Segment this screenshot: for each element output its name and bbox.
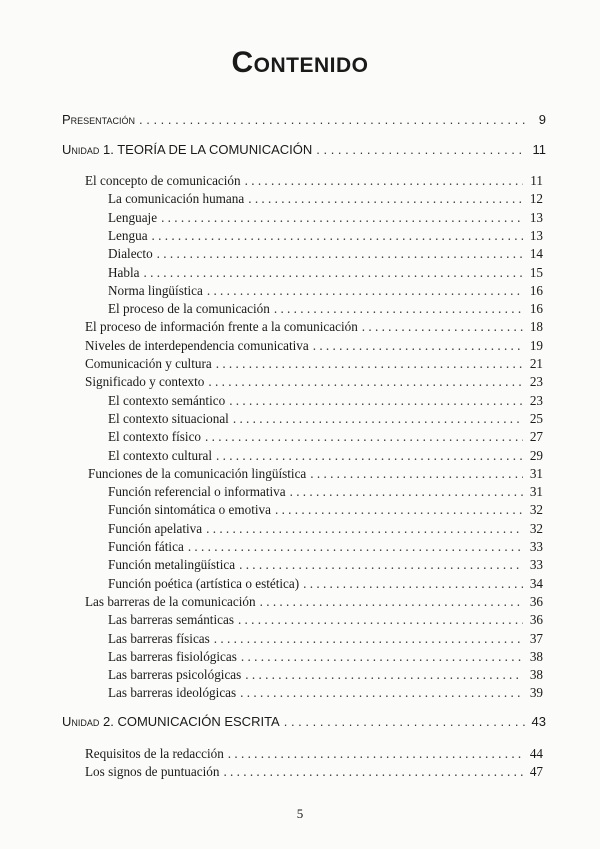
toc-entry-label: Función sintomática o emotiva (108, 502, 271, 518)
toc-entry-page: 33 (529, 539, 543, 554)
toc-entry[interactable] (108, 575, 543, 593)
leader-dots (290, 483, 523, 501)
toc-entry-label: Las barreras de la comunicación (85, 593, 256, 609)
leader-dots (216, 447, 523, 465)
leader-dots (303, 575, 523, 593)
toc-entry[interactable] (85, 763, 543, 781)
toc-entry-label: Función fática (108, 539, 184, 554)
toc-entry-label: El proceso de información frente a la comunicación (85, 319, 358, 335)
leader-dots (274, 300, 523, 318)
unit-prefix: Unidad (62, 714, 100, 729)
leader-dots (188, 538, 523, 556)
page-number: 5 (296, 806, 304, 821)
toc-entry[interactable] (108, 556, 543, 574)
toc-entry[interactable] (108, 392, 543, 410)
toc-entry-label: Función referencial o informativa (108, 484, 286, 500)
toc-entry[interactable] (108, 648, 543, 666)
toc-entry-label: Las barreras psicológicas (108, 667, 242, 683)
toc-entry-label: El concepto de comunicación (85, 173, 241, 188)
toc-entry-label: El proceso de la comunicación (108, 301, 270, 317)
leader-dots (228, 745, 523, 763)
leader-dots (216, 355, 523, 373)
leader-dots (310, 465, 523, 483)
leader-dots (238, 611, 523, 629)
toc-entry-label: Las barreras semánticas (108, 612, 234, 628)
toc-entry-label: Niveles de interdependencia comunicativa (85, 337, 309, 353)
toc-entry-label: La comunicación humana (108, 191, 245, 207)
toc-entry-page: 16 (529, 301, 543, 317)
toc-entry-page: 38 (529, 667, 543, 683)
toc-entry-page: 34 (529, 575, 543, 591)
toc-entry-page: 13 (529, 227, 543, 243)
leader-dots (207, 282, 523, 300)
toc-entry-label: Función poética (artística o estética) (108, 575, 300, 591)
toc-entry-page: 33 (529, 557, 543, 573)
toc-entry-page: 18 (529, 319, 543, 335)
toc-entry-page: 37 (529, 630, 543, 646)
leader-dots (362, 318, 523, 336)
toc-entry-page: 11 (532, 142, 546, 157)
toc-entry[interactable] (108, 410, 543, 428)
leader-dots (139, 111, 526, 129)
toc-entry[interactable] (108, 447, 543, 465)
toc-entry-page: 32 (529, 520, 543, 536)
toc-entry-label: El contexto físico (108, 429, 202, 445)
leader-dots (208, 373, 523, 391)
toc-entry[interactable] (108, 630, 543, 648)
leader-dots (316, 141, 526, 159)
toc-entry[interactable] (108, 300, 543, 318)
toc-entry[interactable] (108, 611, 543, 629)
toc-entry-label: El contexto semántico (108, 392, 226, 408)
leader-dots (284, 713, 526, 731)
toc-entry[interactable] (108, 428, 543, 446)
unit-title: 1. TEORÍA DE LA COMUNICACIÓN (99, 142, 313, 157)
leader-dots (245, 172, 523, 190)
toc-entry[interactable] (85, 593, 543, 611)
toc-entry[interactable] (108, 264, 543, 282)
toc-entry-page: 39 (529, 685, 543, 701)
toc-entry[interactable] (85, 355, 543, 373)
toc-entry[interactable] (108, 666, 543, 684)
toc-entry[interactable] (85, 318, 543, 336)
leader-dots (206, 520, 523, 538)
toc-entry-page: 16 (529, 282, 543, 298)
toc-entry[interactable] (108, 282, 543, 300)
toc-entry[interactable] (108, 209, 543, 227)
toc-entry-label: Lengua (108, 227, 148, 243)
toc-entry-page: 27 (529, 429, 543, 445)
toc-entry-label: Las barreras fisiológicas (108, 648, 237, 664)
unit-prefix: Unidad (62, 142, 100, 157)
toc-entry-page: 31 (529, 484, 543, 500)
leader-dots (144, 264, 524, 282)
toc-unit-1[interactable] (62, 141, 546, 159)
toc-entry[interactable] (108, 227, 543, 245)
toc-entry-page: 23 (529, 374, 543, 390)
leader-dots (214, 630, 523, 648)
toc-entry[interactable] (88, 465, 543, 483)
leader-dots (157, 245, 523, 263)
toc-entry-page: 36 (529, 593, 543, 609)
toc-entry-page: 38 (529, 648, 543, 664)
toc-entry-page: 23 (529, 392, 543, 408)
toc-entry-label: Función metalingüística (108, 557, 236, 573)
toc-entry-label: Funciones de la comunicación lingüística (88, 465, 307, 481)
toc-entry-label: Dialecto (108, 246, 153, 262)
toc-entry-label: Los signos de puntuación (85, 764, 220, 780)
toc-entry-presentation[interactable] (62, 111, 546, 129)
toc-entry-label: Requisitos de la redacción (85, 746, 224, 761)
toc-entry-page: 9 (538, 112, 546, 127)
toc-entry-page: 44 (529, 746, 543, 761)
leader-dots (239, 556, 523, 574)
toc-entry-label: Comunicación y cultura (85, 356, 212, 371)
toc-entry-page: 47 (529, 764, 543, 780)
leader-dots (161, 209, 523, 227)
toc-entry-label: Habla (108, 264, 140, 280)
toc-entry[interactable] (85, 172, 543, 190)
toc-entry-page: 25 (529, 410, 543, 426)
toc-entry-label: El contexto cultural (108, 447, 212, 463)
toc-entry[interactable] (108, 483, 543, 501)
toc-entry-page: 12 (529, 191, 543, 207)
toc-entry-page: 32 (529, 502, 543, 518)
leader-dots (313, 337, 523, 355)
leader-dots (223, 763, 523, 781)
toc-entry-label: Las barreras físicas (108, 630, 210, 646)
toc-entry-page: 13 (529, 209, 543, 225)
toc-entry-label: Presentación (62, 112, 136, 127)
leader-dots (152, 227, 523, 245)
leader-dots (275, 501, 523, 519)
toc-entry[interactable] (85, 337, 543, 355)
leader-dots (241, 648, 523, 666)
toc-entry-label: Función apelativa (108, 520, 203, 536)
leader-dots (229, 392, 523, 410)
toc-entry-page: 11 (530, 173, 543, 188)
leader-dots (248, 190, 523, 208)
toc-entry[interactable] (108, 245, 543, 263)
toc-entry-label: Norma lingüística (108, 282, 203, 298)
toc-entry-page: 43 (531, 714, 546, 729)
toc-entry[interactable] (108, 501, 543, 519)
leader-dots (240, 684, 523, 702)
leader-dots (205, 428, 523, 446)
leader-dots (260, 593, 523, 611)
unit-title: 2. COMUNICACIÓN ESCRITA (99, 714, 280, 729)
leader-dots (233, 410, 523, 428)
toc-entry[interactable] (85, 745, 543, 763)
toc-entry-page: 31 (529, 465, 543, 481)
toc-entry[interactable] (85, 373, 543, 391)
toc-entry-page: 29 (529, 447, 543, 463)
toc-entry-page: 19 (529, 337, 543, 353)
toc-entry[interactable] (108, 538, 543, 556)
toc-entry-page: 15 (529, 264, 543, 280)
toc-unit-2[interactable] (62, 713, 546, 731)
toc-entry-label: Lenguaje (108, 209, 158, 225)
toc-entry-page: 14 (529, 246, 543, 262)
toc-entry-label: Significado y contexto (85, 374, 205, 390)
toc-entry-page: 21 (529, 356, 543, 371)
page-title: Contenido (231, 46, 369, 79)
leader-dots (245, 666, 523, 684)
toc-entry-label: Las barreras ideológicas (108, 685, 237, 701)
toc-entry[interactable] (108, 520, 543, 538)
toc-entry-page: 36 (529, 612, 543, 628)
toc-entry[interactable] (108, 684, 543, 702)
toc-entry[interactable] (108, 190, 543, 208)
toc-entry-label: El contexto situacional (108, 410, 229, 426)
